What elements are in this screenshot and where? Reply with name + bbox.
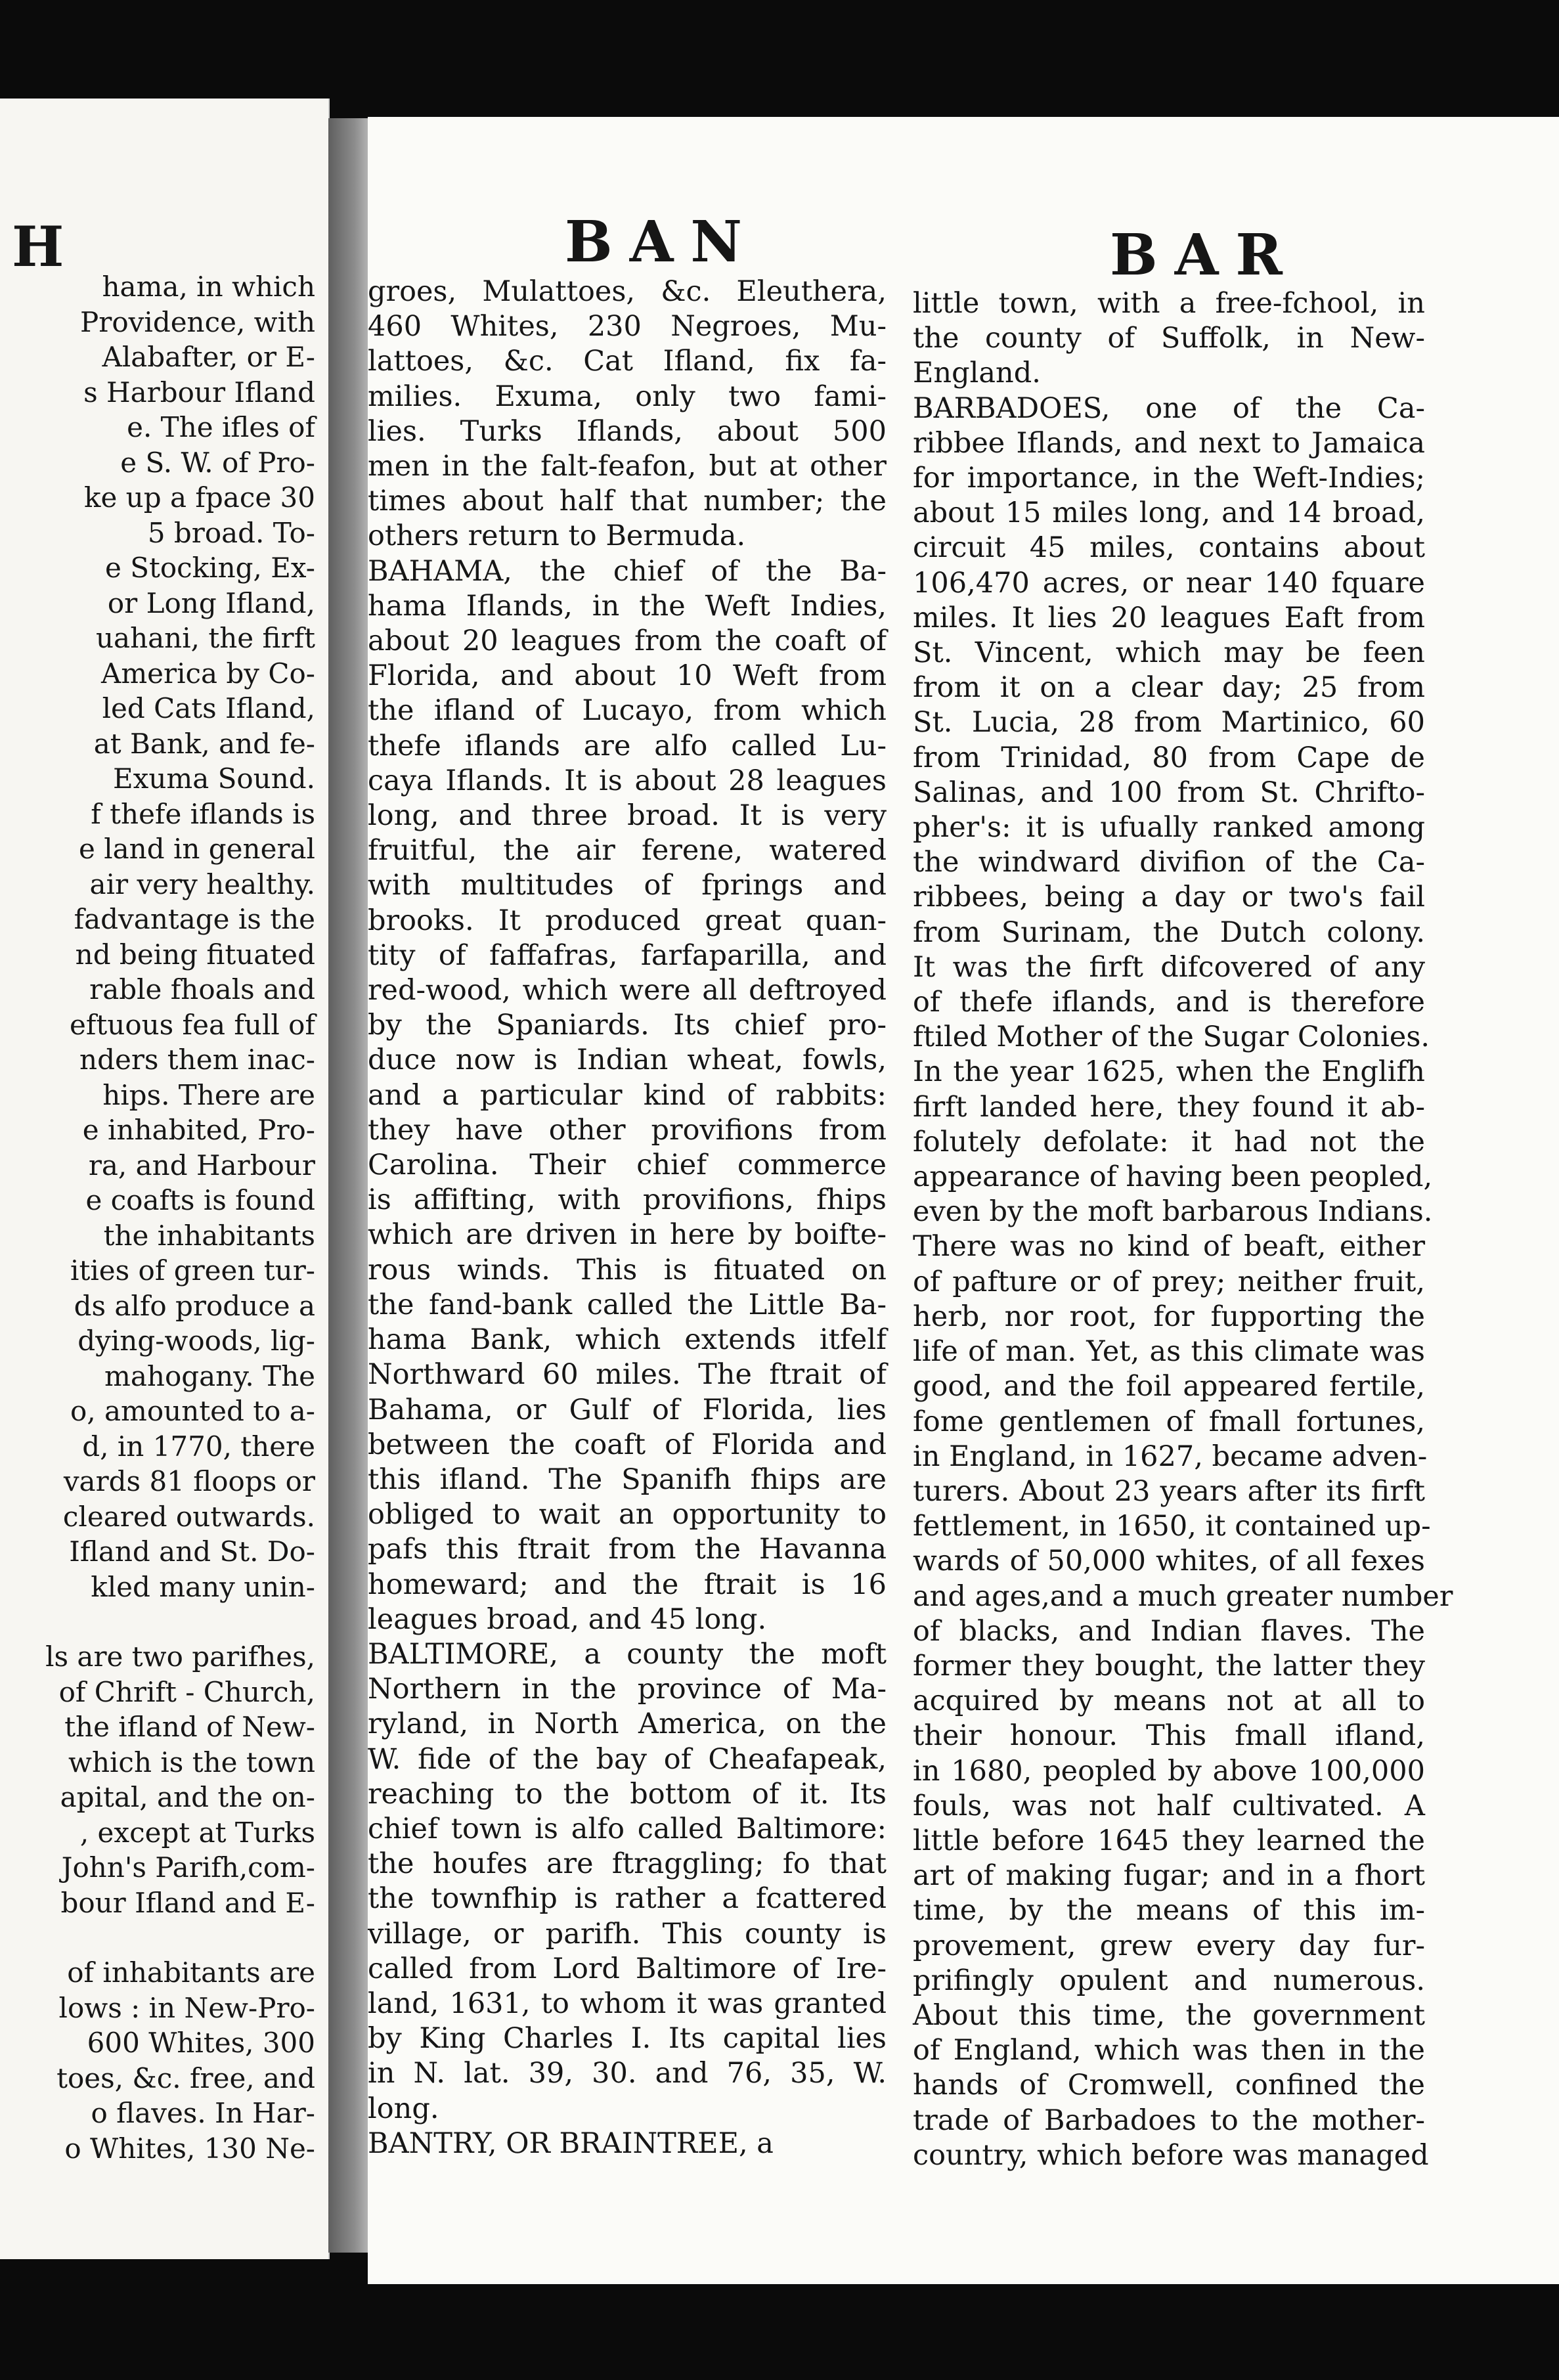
text-line: e inhabited, Pro- — [82, 1114, 315, 1146]
text-line: dying-woods, lig- — [77, 1325, 315, 1357]
text-line: ribbees, being a day or two's fail — [913, 881, 1425, 914]
text-line: W. fide of the bay of Cheafapeak, — [368, 1742, 887, 1776]
text-line: lows : in New-Pro- — [58, 1991, 315, 2024]
text-line: pafs this ftrait from the Havanna — [368, 1533, 887, 1566]
text-line — [0, 1920, 315, 1955]
text-line: with multitudes of fprings and — [368, 869, 887, 902]
text-line: they have other provifions from — [368, 1113, 887, 1147]
text-line: 5 broad. To- — [147, 516, 315, 549]
text-line: country, which before was managed — [913, 2138, 1429, 2172]
text-line: fome gentlemen of fmall fortunes, — [913, 1405, 1425, 1438]
text-line: air very healthy. — [89, 868, 315, 900]
text-line: miles. It lies 20 leagues Eaft from — [913, 601, 1425, 634]
text-line: nders them inac- — [79, 1044, 315, 1076]
text-line: the ifland of Lucayo, from which — [368, 694, 887, 728]
text-line: others return to Bermuda. — [368, 519, 746, 553]
text-line: America by Co- — [100, 657, 315, 690]
text-line: men in the falt-feafon, but at other — [368, 450, 887, 483]
text-line: mahogany. The — [104, 1359, 315, 1392]
text-line: between the coaft of Florida and — [368, 1428, 887, 1461]
text-line: former they bought, the latter they — [913, 1649, 1425, 1683]
text-line: by King Charles I. Its capital lies — [368, 2022, 887, 2056]
text-line: prifingly opulent and numerous. — [913, 1964, 1425, 1997]
text-line: the townfhip is rather a fcattered — [368, 1882, 887, 1916]
text-line: long, and three broad. It is very — [368, 799, 887, 833]
text-line: the fand-bank called the Little Ba- — [368, 1288, 887, 1321]
text-line — [0, 1604, 315, 1639]
text-line: Bahama, or Gulf of Florida, lies — [368, 1393, 887, 1426]
text-line: village, or parifh. This county is — [368, 1917, 887, 1950]
text-line: chief town is alfo called Baltimore: — [368, 1812, 887, 1845]
text-line: hama, in which — [102, 271, 315, 303]
text-line: kled many unin- — [91, 1570, 315, 1603]
text-line: e coafts is found — [85, 1184, 315, 1216]
text-line: circuit 45 miles, contains about — [913, 531, 1425, 565]
text-line: ke up a fpace 30 — [84, 481, 315, 514]
text-line: hama Iflands, in the Weft Indies, — [368, 589, 887, 623]
text-line: their honour. This fmall ifland, — [913, 1719, 1425, 1753]
text-line: Northward 60 miles. The ftrait of — [368, 1358, 887, 1392]
text-line: at Bank, and fe- — [93, 727, 315, 760]
running-head-bar: BAR — [1110, 222, 1300, 288]
text-line: land, 1631, to whom it was granted — [368, 1987, 887, 2020]
text-line: o Whites, 130 Ne- — [64, 2132, 315, 2165]
text-line: 460 Whites, 230 Negroes, Mu- — [368, 310, 887, 343]
text-column-2 — [913, 286, 1453, 2173]
text-line: firft landed here, they found it ab- — [913, 1090, 1425, 1124]
text-line: which is the town — [68, 1746, 315, 1778]
text-line: eftuous fea full of — [69, 1008, 315, 1041]
text-line: wards of 50,000 whites, of all fexes — [913, 1545, 1425, 1578]
text-line: f thefe iflands is — [91, 797, 315, 830]
text-line: s Harbour Ifland — [83, 376, 315, 408]
text-line: fruitful, the air ferene, watered — [368, 834, 887, 868]
text-line: e land in general — [79, 833, 315, 865]
text-line: There was no kind of beaft, either — [913, 1230, 1425, 1264]
text-line: leagues broad, and 45 long. — [368, 1602, 767, 1636]
text-line: of pafture or of prey; neither fruit, — [913, 1265, 1425, 1298]
text-line: ities of green tur- — [70, 1254, 315, 1287]
text-line: ftiled Mother of the Sugar Colonies. — [913, 1021, 1430, 1054]
left-running-head: H — [12, 214, 70, 279]
text-line: BAHAMA, the chief of the Ba- — [368, 554, 887, 588]
text-line: folutely defolate: it had not the — [913, 1125, 1425, 1158]
text-line: hands of Cromwell, confined the — [913, 2069, 1425, 2102]
text-line: and ages,and a much greater number — [913, 1579, 1453, 1613]
text-line: St. Vincent, which may be feen — [913, 636, 1425, 670]
text-line: of thefe iflands, and is therefore — [913, 986, 1425, 1019]
text-line: BARBADOES, one of the Ca- — [913, 391, 1425, 425]
text-line: reaching to the bottom of it. Its — [368, 1777, 887, 1811]
text-line: e Stocking, Ex- — [105, 552, 315, 584]
text-line: rous winds. This is fituated on — [368, 1253, 887, 1287]
text-line: good, and the foil appeared fertile, — [913, 1370, 1425, 1403]
text-line: brooks. It produced great quan- — [368, 904, 887, 937]
text-line: d, in 1770, there — [82, 1430, 315, 1463]
text-line: of England, which was then in the — [913, 2034, 1425, 2067]
text-line: John's Parifh,com- — [61, 1851, 315, 1884]
text-line: fettlement, in 1650, it contained up- — [913, 1510, 1431, 1543]
text-line: thefe iflands are alfo called Lu- — [368, 729, 887, 762]
text-line: fadvantage is the — [74, 903, 315, 935]
text-line: hips. There are — [102, 1078, 315, 1111]
text-line: Exuma Sound. — [112, 762, 315, 795]
text-line: ds alfo produce a — [74, 1289, 315, 1322]
text-line: obliged to wait an opportunity to — [368, 1498, 887, 1532]
text-line: acquired by means not at all to — [913, 1685, 1425, 1718]
text-line: England. — [913, 357, 1041, 390]
text-line: ra, and Harbour — [88, 1149, 315, 1181]
text-line: apital, and the on- — [60, 1781, 315, 1813]
text-line: the windward divifion of the Ca- — [913, 846, 1425, 879]
text-line: art of making fugar; and in a fhort — [913, 1859, 1425, 1893]
text-line: even by the moft barbarous Indians. — [913, 1195, 1433, 1229]
text-line: o, amounted to a- — [70, 1395, 315, 1427]
text-line: Northern in the province of Ma- — [368, 1673, 887, 1706]
text-line: for importance, in the Weft-Indies; — [913, 462, 1425, 495]
text-line: e S. W. of Pro- — [120, 446, 315, 479]
text-line: Carolina. Their chief commerce — [368, 1149, 887, 1182]
text-line: times about half that number; the — [368, 485, 887, 518]
text-line: hama Bank, which extends itfelf — [368, 1323, 887, 1357]
text-line: provement, grew every day fur- — [913, 1929, 1425, 1962]
text-line: appearance of having been peopled, — [913, 1160, 1433, 1194]
text-line: about 20 leagues from the coaft of — [368, 625, 887, 658]
text-line: by the Spaniards. Its chief pro- — [368, 1009, 887, 1042]
text-line: BALTIMORE, a county the moft — [368, 1637, 887, 1671]
text-line: About this time, the government — [913, 1998, 1425, 2032]
text-line: Ifland and St. Do- — [69, 1535, 315, 1568]
text-line: the ifland of New- — [64, 1711, 315, 1743]
text-line: of inhabitants are — [67, 1956, 315, 1989]
text-line: in England, in 1627, became adven- — [913, 1440, 1428, 1473]
text-line: Providence, with — [80, 305, 315, 338]
left-text-column — [0, 269, 315, 2166]
text-line: 600 Whites, 300 — [87, 2027, 315, 2059]
text-line: little town, with a free-fchool, in — [913, 287, 1425, 320]
running-head-ban: BAN — [565, 209, 760, 275]
text-line: milies. Exuma, only two fami- — [368, 380, 887, 413]
text-line: It was the firft difcovered of any — [913, 950, 1425, 984]
text-column-1 — [368, 275, 887, 2161]
text-line: Salinas, and 100 from St. Chrifto- — [913, 776, 1425, 809]
text-line: in 1680, peopled by above 100,000 — [913, 1754, 1425, 1788]
text-line: of Chrift - Church, — [58, 1675, 315, 1708]
text-line: the houfes are ftraggling; fo that — [368, 1847, 887, 1881]
text-line: In the year 1625, when the Englifh — [913, 1055, 1425, 1089]
text-line: and a particular kind of rabbits: — [368, 1078, 887, 1112]
text-line: groes, Mulattoes, &c. Eleuthera, — [368, 275, 887, 308]
text-line: ribbee Iflands, and next to Jamaica — [913, 426, 1425, 460]
main-page — [368, 117, 1559, 2284]
text-line: little before 1645 they learned the — [913, 1824, 1425, 1857]
text-line: life of man. Yet, as this climate was — [913, 1335, 1425, 1369]
text-line: Florida, and about 10 Weft from — [368, 659, 887, 693]
text-line: Alabafter, or E- — [102, 341, 315, 373]
text-line: ls are two parifhes, — [45, 1641, 315, 1673]
text-line: 106,470 acres, or near 140 fquare — [913, 566, 1425, 600]
text-line: led Cats Ifland, — [102, 692, 315, 724]
text-line: o flaves. In Har- — [91, 2097, 315, 2129]
text-line: from it on a clear day; 25 from — [913, 671, 1425, 705]
text-line: vards 81 floops or — [63, 1465, 315, 1497]
text-line: homeward; and the ftrait is 16 — [368, 1568, 887, 1601]
text-line: fouls, was not half cultivated. A — [913, 1789, 1425, 1822]
text-line: called from Lord Baltimore of Ire- — [368, 1952, 887, 1985]
text-line: red-wood, which were all deftroyed — [368, 974, 887, 1007]
text-line: BANTRY, OR BRAINTREE, a — [368, 2127, 774, 2160]
text-line: in N. lat. 39, 30. and 76, 35, W. — [368, 2057, 887, 2090]
text-line: this ifland. The Spanifh fhips are — [368, 1463, 887, 1496]
text-line: bour Ifland and E- — [60, 1886, 315, 1919]
text-line: the inhabitants — [103, 1219, 315, 1252]
text-line: , except at Turks — [79, 1816, 315, 1849]
text-line: is affifting, with provifions, fhips — [368, 1183, 887, 1217]
text-line: herb, nor root, for fupporting the — [913, 1300, 1425, 1333]
text-line: tity of faffafras, farfaparilla, and — [368, 938, 887, 972]
text-line: rable fhoals and — [89, 973, 315, 1005]
scan-border — [0, 2285, 1559, 2380]
text-line: from Trinidad, 80 from Cape de — [913, 741, 1425, 774]
text-line: duce now is Indian wheat, fowls, — [368, 1044, 887, 1077]
text-line: time, by the means of this im- — [913, 1894, 1425, 1928]
text-line: caya Iflands. It is about 28 leagues — [368, 764, 887, 797]
text-line: of blacks, and Indian flaves. The — [913, 1614, 1425, 1648]
text-line: long. — [368, 2092, 439, 2125]
text-line: nd being fituated — [75, 938, 315, 971]
text-line: St. Lucia, 28 from Martinico, 60 — [913, 706, 1425, 739]
text-line: uahani, the firft — [95, 622, 315, 654]
text-line: cleared outwards. — [62, 1500, 315, 1533]
text-line: e. The ifles of — [127, 411, 315, 443]
text-line: or Long Ifland, — [107, 586, 315, 619]
text-line: turers. About 23 years after its firft — [913, 1474, 1425, 1508]
text-line: which are driven in here by boifte- — [368, 1218, 887, 1252]
text-line: pher's: it is ufually ranked among — [913, 811, 1425, 845]
text-line: toes, &c. free, and — [56, 2061, 315, 2094]
text-line: from Surinam, the Dutch colony. — [913, 915, 1425, 949]
left-page-fragment — [0, 99, 330, 2259]
text-line: trade of Barbadoes to the mother- — [913, 2104, 1425, 2137]
text-line: lies. Turks Iflands, about 500 — [368, 414, 887, 448]
text-line: ryland, in North America, on the — [368, 1708, 887, 1741]
text-line: the county of Suffolk, in New- — [913, 322, 1425, 355]
text-line: lattoes, &c. Cat Ifland, fix fa- — [368, 345, 887, 378]
text-line: about 15 miles long, and 14 broad, — [913, 496, 1425, 530]
